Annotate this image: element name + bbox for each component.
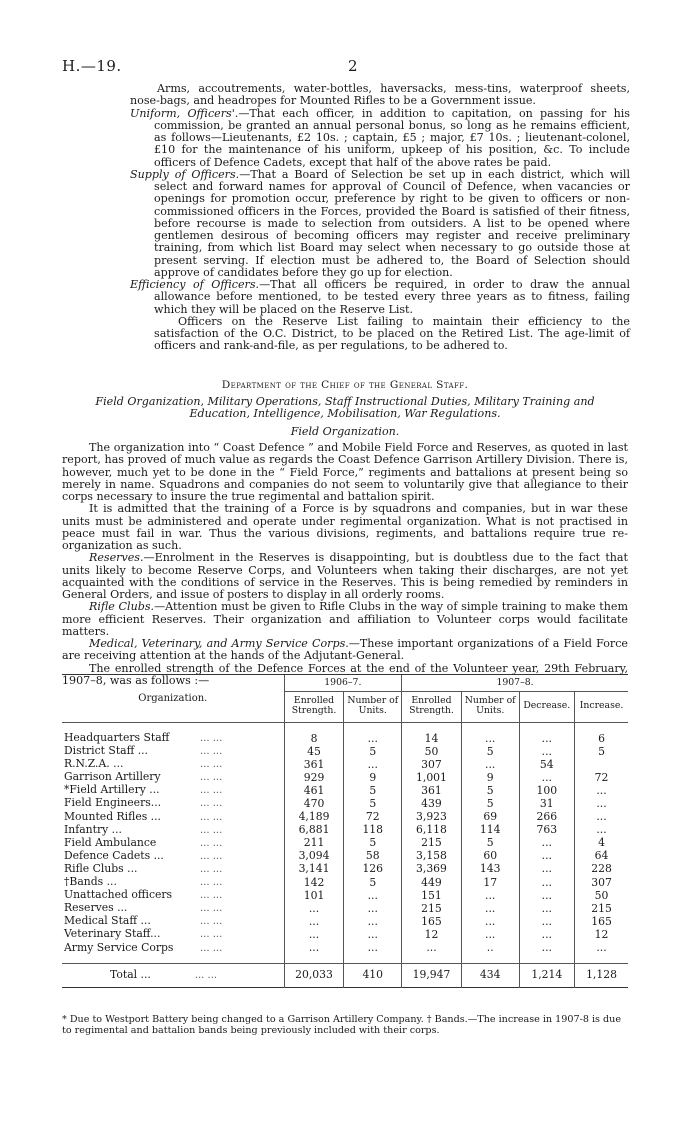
table-row (62, 863, 628, 876)
cell-enrolled-1907: 50 (402, 745, 462, 758)
cell-enrolled-1907: 151 (402, 889, 462, 902)
organization-cell (62, 942, 284, 964)
total-increase: 1,128 (575, 963, 628, 987)
cell-increase: ... (575, 797, 628, 810)
cell-units-1906: 58 (344, 850, 402, 863)
cell-units-1907: ... (461, 915, 519, 928)
cell-increase: 72 (575, 771, 628, 784)
organization-cell (62, 837, 284, 850)
paragraph-reserves (62, 552, 628, 601)
efficiency-paragraph (130, 279, 630, 316)
table-row (62, 723, 628, 746)
cell-units-1907: ... (461, 723, 519, 746)
cell-units-1906: 126 (344, 863, 402, 876)
cell-units-1906: 72 (344, 811, 402, 824)
cell-units-1906: 5 (344, 784, 402, 797)
cell-decrease: 266 (519, 811, 575, 824)
cell-enrolled-1907: 6,118 (402, 824, 462, 837)
cell-decrease: ... (519, 928, 575, 941)
cell-enrolled-1906: 45 (284, 745, 344, 758)
leader-dots: ... ... (200, 929, 223, 941)
cell-decrease: 31 (519, 797, 575, 810)
supply-body: —That a Board of Selection be set up in each district, which will select and forward names for approval of Council of Defence, when vacancies or openings for promotion occur, preference by right to be given to officers or non-commissioned officers in the Forces, provided the Board is satisfied of their fitness, before recourse is made to selection from outsiders. A list to be opened where gentlemen desirous of becoming officers may register and receive preliminary training, from which list Board may select when necessary to go outside those at present serving. If election must be adhered to, the Board of Selection should approve of candidates before they go up for election. (154, 167, 631, 279)
paragraph-rifle-clubs (62, 601, 628, 638)
cell-enrolled-1906: ... (284, 942, 344, 964)
organization-name: Veterinary Staff... (64, 927, 161, 941)
cell-enrolled-1907: 12 (402, 928, 462, 941)
cell-decrease: ... (519, 863, 575, 876)
organization-name: Reserves ... (64, 901, 128, 915)
year-1906-7-header: 1906–7. (284, 675, 401, 692)
year-1907-8-header: 1907–8. (402, 675, 628, 692)
cell-enrolled-1906: 361 (284, 758, 344, 771)
reserves-body: —Enrolment in the Reserves is disappointing, but is doubtless due to the fact that units likely to become Reserve Corps, and Volunteers when taking their discharges, are not yet acquainted with the conditions of service in the Reserves. This is being remedied by reminders in General Orders, and issue of posters to display in all orderly rooms. (62, 551, 628, 601)
cell-decrease: ... (519, 771, 575, 784)
cell-enrolled-1906: 929 (284, 771, 344, 784)
uniform-heading: Uniform, Officers'. (130, 106, 239, 120)
table-row (62, 824, 628, 837)
leader-dots: ... ... (200, 811, 223, 823)
leader-dots: ... ... (200, 916, 223, 928)
leader-dots: ... ... (200, 877, 223, 889)
rifle-clubs-body: —Attention must be given to Rifle Clubs in the way of simple training to make them more efficient Reserves. Their organization and affiliation to Volunteer corps would facilitate matters. (62, 600, 628, 638)
cell-units-1907: 5 (461, 784, 519, 797)
cell-units-1907: ... (461, 889, 519, 902)
paragraph-medical (62, 638, 628, 663)
organization-name: District Staff ... (64, 744, 148, 758)
organization-name: Medical Staff ... (64, 914, 151, 928)
leader-dots: ... ... (200, 837, 223, 849)
cell-enrolled-1906: 461 (284, 784, 344, 797)
organization-name: Field Engineers... (64, 796, 162, 810)
page-number: 2 (348, 57, 358, 75)
cell-decrease: ... (519, 723, 575, 746)
organization-cell (62, 850, 284, 863)
cell-units-1907: 5 (461, 837, 519, 850)
organization-cell (62, 797, 284, 810)
cell-units-1907: ... (461, 928, 519, 941)
supply-heading: Supply of Officers. (130, 167, 240, 181)
organization-name: Infantry ... (64, 822, 122, 836)
section-subheading: Field Organization, Military Operations, Staff Instructional Duties, Military Training and Education, Intelligence, Mobilisation, War Regulations. (95, 395, 595, 421)
cell-enrolled-1906: 3,141 (284, 863, 344, 876)
table-row (62, 837, 628, 850)
cell-enrolled-1906: 8 (284, 723, 344, 746)
cell-decrease: ... (519, 850, 575, 863)
cell-increase: ... (575, 811, 628, 824)
cell-enrolled-1907: 215 (402, 837, 462, 850)
table-row (62, 850, 628, 863)
cell-units-1906: 5 (344, 745, 402, 758)
reserves-heading: Reserves. (89, 551, 144, 565)
recommendations-block (130, 83, 630, 353)
leader-dots: ... ... (200, 798, 223, 810)
increase-header: Increase. (575, 692, 628, 723)
cell-units-1906: ... (344, 942, 402, 964)
cell-units-1907: 5 (461, 797, 519, 810)
total-enrolled-1906: 20,033 (284, 963, 344, 987)
cell-units-1906: ... (344, 928, 402, 941)
organization-name: *Field Artillery ... (64, 783, 160, 797)
cell-decrease: 100 (519, 784, 575, 797)
cell-enrolled-1906: ... (284, 915, 344, 928)
leader-dots: ... ... (200, 850, 223, 862)
strength-table (62, 674, 628, 988)
table-row (62, 942, 628, 964)
cell-decrease: ... (519, 876, 575, 889)
cell-units-1906: 5 (344, 876, 402, 889)
field-organization-heading: Field Organization. (290, 425, 400, 438)
cell-enrolled-1906: ... (284, 902, 344, 915)
organization-cell (62, 723, 284, 746)
paragraph-training: It is admitted that the training of a Force is by squadrons and companies, but in war these units must be administered and operate under regimental organization. What is not practised in peace must fail in war. Thus the various divisions, regiments, and battalions require true re-organization as such. (62, 502, 628, 552)
table-footnote: * Due to Westport Battery being changed to a Garrison Artillery Company. † Bands.—The increase in 1907-8 is due to regimental and battalion bands being previously included with their corps. (62, 1014, 622, 1036)
organization-name: †Bands ... (64, 875, 117, 889)
table-body (62, 723, 628, 964)
total-decrease: 1,214 (519, 963, 575, 987)
cell-units-1906: 9 (344, 771, 402, 784)
cell-increase: 228 (575, 863, 628, 876)
uniform-body: —That each officer, in addition to capitation, on passing for his commission, be granted an annual personal bonus, so long as he remains efficient, as follows—Lieutenants, £2 10s. ; captain, £5 ; major, £7 10s. ; lieutenant-colonel, £10 for the maintenance of his uniform, upkeep of his position, &c. To include officers of Defence Cadets, except that half of the above rates be paid. (154, 106, 630, 169)
cell-enrolled-1907: 3,923 (402, 811, 462, 824)
paragraph-enrolled-intro: The enrolled strength of the Defence Forces at the end of the Volunteer year, 29th February, 1907–8, was as follows :— (62, 661, 628, 687)
cell-enrolled-1907: ... (402, 942, 462, 964)
efficiency-body: —That all officers be required, in order to draw the annual allowance before mentioned, to be tested every three years as to fitness, failing which they will be placed on the Reserve List. (154, 278, 630, 316)
organization-header: Organization. (62, 675, 284, 723)
cell-units-1907: 143 (461, 863, 519, 876)
arms-paragraph: Arms, accoutrements, water-bottles, haversacks, mess-tins, waterproof sheets, nose-bags, and headropes for Mounted Rifles to be a Government issue. (130, 82, 630, 108)
leader-dots: ... ... (200, 903, 223, 915)
organization-cell (62, 928, 284, 941)
cell-units-1906: 5 (344, 837, 402, 850)
cell-enrolled-1906: 4,189 (284, 811, 344, 824)
efficiency-heading: Efficiency of Officers. (130, 278, 260, 291)
total-units-1906: 410 (344, 963, 402, 987)
cell-decrease: ... (519, 889, 575, 902)
cell-enrolled-1906: 470 (284, 797, 344, 810)
leader-dots: ... ... (200, 824, 223, 836)
cell-increase: 50 (575, 889, 628, 902)
cell-enrolled-1907: 1,001 (402, 771, 462, 784)
table-row (62, 797, 628, 810)
cell-increase: ... (575, 784, 628, 797)
cell-decrease: ... (519, 915, 575, 928)
cell-units-1906: 118 (344, 824, 402, 837)
cell-decrease: 763 (519, 824, 575, 837)
cell-enrolled-1907: 3,158 (402, 850, 462, 863)
cell-increase: 4 (575, 837, 628, 850)
cell-units-1907: ... (461, 758, 519, 771)
cell-enrolled-1907: 215 (402, 902, 462, 915)
cell-increase: 64 (575, 850, 628, 863)
cell-units-1907: .. (461, 942, 519, 964)
medical-body: —These important organizations of a Field Force are receiving attention at the hands of the Adjutant-General. (62, 637, 628, 663)
rifle-clubs-heading: Rifle Clubs. (89, 600, 155, 614)
cell-enrolled-1906: 3,094 (284, 850, 344, 863)
organization-name: Field Ambulance (64, 835, 157, 849)
medical-heading: Medical, Veterinary, and Army Service Corps. (89, 637, 349, 650)
organization-cell (62, 811, 284, 824)
enrolled-strength-header-1907: Enrolled Strength. (402, 692, 462, 723)
cell-decrease: ... (519, 942, 575, 964)
decrease-header: Decrease. (519, 692, 575, 723)
leader-dots: ... ... (200, 746, 223, 758)
cell-increase: 165 (575, 915, 628, 928)
cell-increase: 12 (575, 928, 628, 941)
table-year-header-row (62, 675, 628, 692)
cell-decrease: 54 (519, 758, 575, 771)
leader-dots: ... ... (200, 733, 223, 744)
leader-dots: ... ... (200, 863, 223, 875)
cell-units-1907: ... (461, 902, 519, 915)
table-row (62, 745, 628, 758)
total-enrolled-1907: 19,947 (402, 963, 462, 987)
efficiency-paragraph-2: Officers on the Reserve List failing to maintain their efficiency to the satisfaction of the O.C. District, to be placed on the Retired List. The age-limit of officers and rank-and-file, as per regulations, to be adhered to. (154, 314, 630, 353)
cell-units-1906: 5 (344, 797, 402, 810)
uniform-paragraph (130, 108, 630, 169)
cell-enrolled-1906: ... (284, 928, 344, 941)
cell-enrolled-1906: 142 (284, 876, 344, 889)
cell-increase: 307 (575, 876, 628, 889)
leader-dots: ... ... (200, 759, 223, 771)
total-label-cell (62, 963, 284, 987)
cell-units-1906: ... (344, 902, 402, 915)
organization-name: Garrison Artillery (64, 770, 161, 784)
cell-enrolled-1907: 449 (402, 876, 462, 889)
organization-name: R.N.Z.A. ... (64, 757, 124, 771)
cell-enrolled-1907: 307 (402, 758, 462, 771)
cell-increase: ... (575, 942, 628, 964)
cell-enrolled-1906: 101 (284, 889, 344, 902)
cell-enrolled-1907: 165 (402, 915, 462, 928)
total-units-1907: 434 (461, 963, 519, 987)
leader-dots: ... ... (200, 942, 223, 954)
organization-name: Defence Cadets ... (64, 848, 164, 862)
paper-series-code: H.—19. (62, 57, 122, 75)
cell-decrease: ... (519, 745, 575, 758)
organization-cell (62, 824, 284, 837)
cell-enrolled-1906: 211 (284, 837, 344, 850)
organization-name: Headquarters Staff (64, 731, 170, 744)
cell-units-1907: 5 (461, 745, 519, 758)
number-of-units-header-1907: Number of Units. (461, 692, 519, 723)
cell-enrolled-1907: 361 (402, 784, 462, 797)
cell-units-1907: 114 (461, 824, 519, 837)
cell-decrease: ... (519, 837, 575, 850)
organization-name: Mounted Rifles ... (64, 809, 161, 823)
cell-increase: 5 (575, 745, 628, 758)
department-heading: Department of the Chief of the General Staff. (221, 379, 469, 391)
cell-units-1907: 69 (461, 811, 519, 824)
enrolled-strength-header-1906: Enrolled Strength. (284, 692, 344, 723)
organization-name: Rifle Clubs ... (64, 861, 138, 875)
cell-enrolled-1907: 3,369 (402, 863, 462, 876)
total-label: Total ... (110, 967, 151, 981)
number-of-units-header-1906: Number of Units. (344, 692, 402, 723)
table-row (62, 889, 628, 902)
cell-enrolled-1907: 14 (402, 723, 462, 746)
main-text (62, 442, 628, 687)
leader-dots: ... ... (200, 772, 223, 784)
leader-dots: ... ... (200, 890, 223, 902)
supply-paragraph (130, 169, 630, 279)
cell-units-1906: ... (344, 889, 402, 902)
paragraph-coast-defence: The organization into “ Coast Defence ” and Mobile Field Force and Reserves, as quoted in last report, has proved of much value as regards the Coast Defence Garrison Artillery Division. There is, however, much yet to be done in the “ Field Force,” regiments and battalions at present being so merely in name. Squadrons and companies do not seem to voluntarily give that allegiance to their corps necessary to insure the true regimental and battalion spirit. (62, 441, 628, 503)
cell-increase: 215 (575, 902, 628, 915)
cell-increase: 6 (575, 723, 628, 746)
cell-units-1907: 17 (461, 876, 519, 889)
cell-enrolled-1906: 6,881 (284, 824, 344, 837)
cell-increase (575, 758, 628, 771)
cell-increase: ... (575, 824, 628, 837)
cell-units-1907: 60 (461, 850, 519, 863)
cell-enrolled-1907: 439 (402, 797, 462, 810)
organization-name: Army Service Corps (64, 940, 174, 954)
table-total-row (62, 963, 628, 987)
cell-units-1906: ... (344, 915, 402, 928)
organization-name: Unattached officers (64, 888, 173, 902)
leader-dots: ... ... (200, 785, 223, 797)
cell-units-1907: 9 (461, 771, 519, 784)
table-row (62, 811, 628, 824)
table-row (62, 928, 628, 941)
total-leader-dots: ... ... (194, 969, 218, 981)
cell-decrease: ... (519, 902, 575, 915)
cell-units-1906: ... (344, 758, 402, 771)
cell-units-1906: ... (344, 723, 402, 746)
